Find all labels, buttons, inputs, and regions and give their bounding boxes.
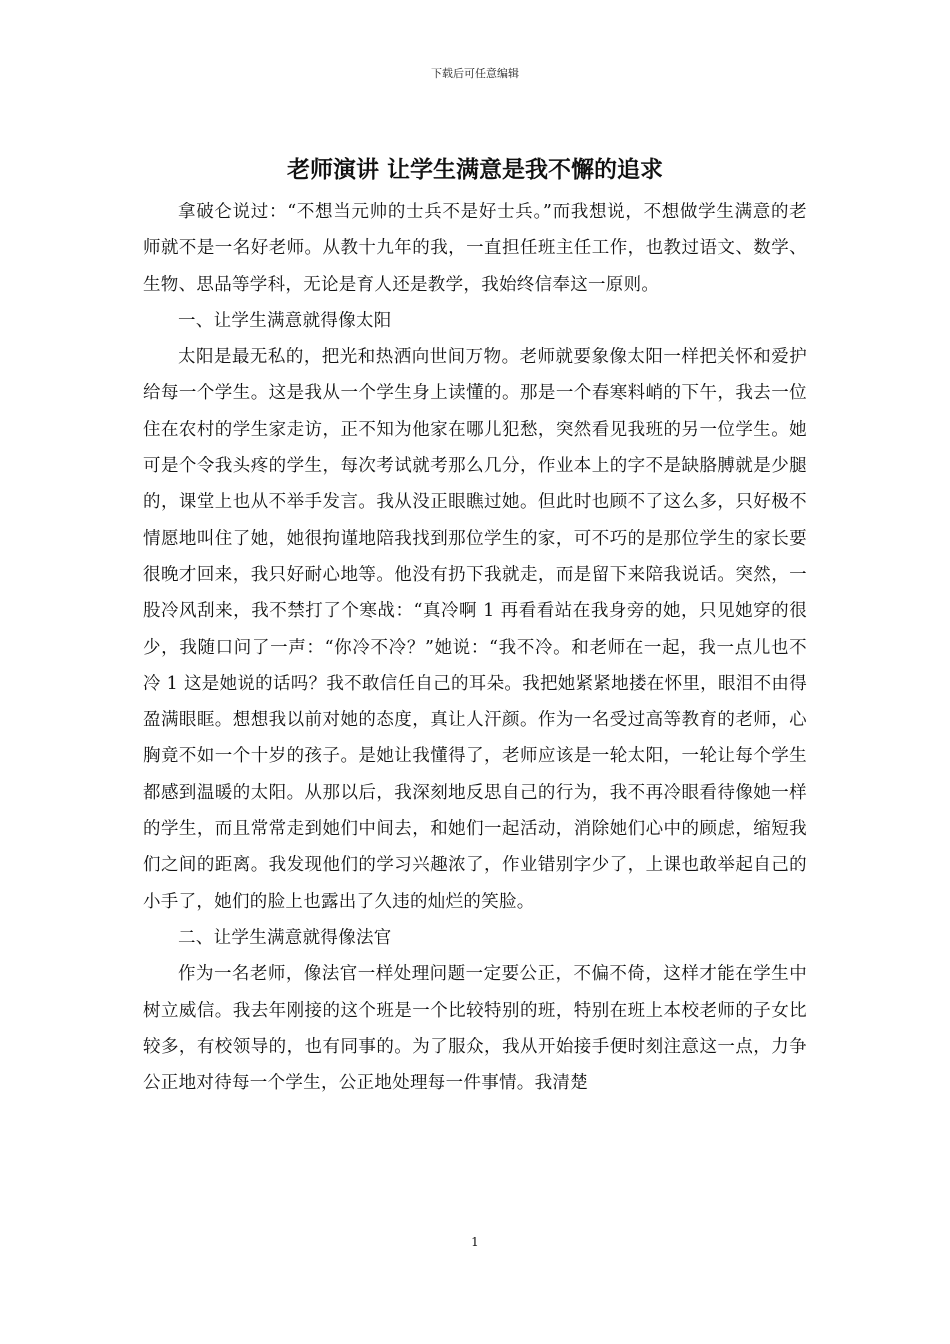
paragraph-intro: 拿破仑说过：“不想当元帅的士兵不是好士兵。”而我想说，不想做学生满意的老师就不是一名好老师。从教十九年的我，一直担任班主任工作，也教过语文、数学、生物、思品等学科，无论是育人还是教学，我始终信奉这一原则。 (143, 202, 807, 295)
page-number: 1 (471, 1235, 479, 1249)
page-header-note: 下载后可任意编辑 (431, 67, 519, 80)
document-body (143, 194, 807, 1101)
section-heading-judge: 二、让学生满意就得像法官 (178, 927, 392, 948)
paragraph-judge: 作为一名老师，像法官一样处理问题一定要公正，不偏不倚，这样才能在学生中树立威信。我去年刚接的这个班是一个比较特别的班，特别在班上本校老师的子女比较多，有校领导的，也有同事的。为了服众，我从开始接手便时刻注意这一点，力争公正地对待每一个学生，公正地处理每一件事情。我清楚 (143, 964, 807, 1094)
document-title: 老师演讲 让学生满意是我不懈的追求 (286, 157, 663, 183)
paragraph-sun-story: 太阳是最无私的，把光和热洒向世间万物。老师就要象像太阳一样把关怀和爱护给每一个学生。这是我从一个学生身上读懂的。那是一个春寒料峭的下午，我去一位住在农村的学生家走访，正不知为他家在哪儿犯愁，突然看见我班的另一位学生。她可是个令我头疼的学生，每次考试就考那么几分，作业本上的字不是缺胳膊就是少腿的，课堂上也从不举手发言。我从没正眼瞧过她。但此时也顾不了这么多，只好极不情愿地叫住了她，她很拘谨地陪我找到那位学生的家，可不巧的是那位学生的家长要很晚才回来，我只好耐心地等。他没有扔下我就走，而是留下来陪我说话。突然，一股冷风刮来，我不禁打了个寒战：“真冷啊 1 再看看站在我身旁的她，只见她穿的很少，我随口问了一声：“你冷不冷？”她说：“我不冷。和老师在一起，我一点儿也不冷 1 这是她说的话吗？我不敢信任自己的耳朵。我把她紧紧地搂在怀里，眼泪不由得盈满眼眶。想想我以前对她的态度，真让人汗颜。作为一名受过高等教育的老师，心胸竟不如一个十岁的孩子。是她让我懂得了，老师应该是一轮太阳，一轮让每个学生都感到温暖的太阳。从那以后，我深刻地反思自己的行为，我不再冷眼看待像她一样的学生，而且常常走到她们中间去，和她们一起活动，消除她们心中的顾虑，缩短我们之间的距离。我发现他们的学习兴趣浓了，作业错别字少了，上课也敢举起自己的小手了，她们的脸上也露出了久违的灿烂的笑脸。 (143, 347, 807, 912)
section-heading-sun: 一、让学生满意就得像太阳 (178, 310, 392, 331)
